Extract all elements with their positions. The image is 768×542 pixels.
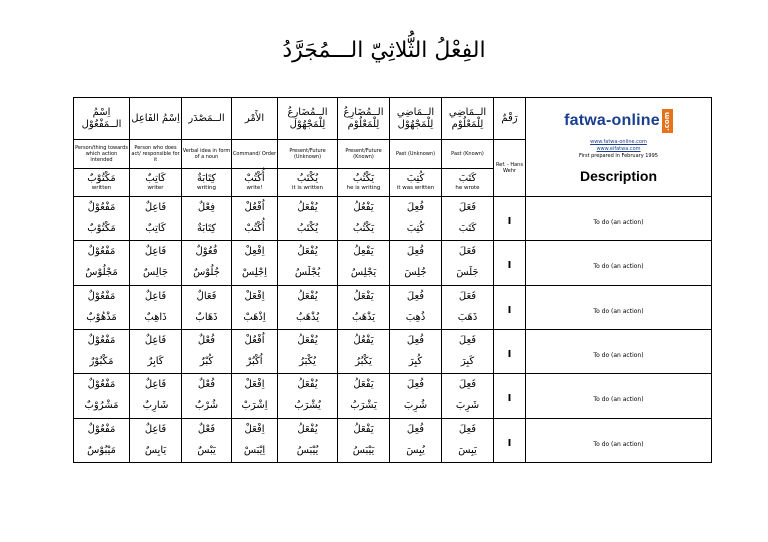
pattern-word: فَاعِلٌ	[144, 290, 167, 302]
conjugated-word: كُتِبَ	[406, 222, 425, 234]
meaning-text: To do (an action)	[593, 307, 644, 315]
conjugated-word: كَاتِبٌ	[145, 222, 166, 234]
column-header-stack	[182, 140, 231, 195]
column-sample-word: كُتِبَ	[406, 172, 425, 184]
column-header-arabic	[442, 98, 494, 140]
verb-form-cell	[74, 241, 130, 285]
conjugated-word: مَذْهُوْبٌ	[86, 311, 117, 323]
pattern-word: اِفْعَلْ	[244, 423, 265, 435]
verb-form-cell	[338, 285, 390, 329]
pattern-word: مَفْعُوْلٌ	[87, 423, 116, 435]
pattern-word: يُفْعَلُ	[297, 423, 318, 435]
verb-form-cell	[130, 418, 182, 462]
conjugated-word: جَالِسٌ	[142, 267, 169, 279]
column-header-arabic	[232, 98, 278, 140]
conjugated-word: جَلَسَ	[456, 267, 479, 279]
ref-number: I	[507, 393, 512, 405]
verb-form-cell	[74, 285, 130, 329]
column-description: Person/thing towards which action intended	[75, 144, 128, 163]
column-sample-gloss: write!	[246, 184, 263, 191]
ref-cell	[494, 196, 526, 240]
ref-cell	[494, 241, 526, 285]
column-sample-box	[130, 168, 181, 196]
column-description-box	[74, 140, 129, 167]
column-description: Person who does act/ responsible for it	[131, 144, 180, 163]
pattern-word: يَفْعِلُ	[353, 246, 374, 258]
verb-conjugation-table	[73, 97, 712, 463]
verb-form-cell	[182, 329, 232, 373]
ref-number: I	[507, 349, 512, 361]
column-sample-word: يَكْتُبُ	[352, 172, 375, 184]
logo-suffix-badge	[662, 109, 673, 133]
header-row-arabic	[74, 98, 712, 140]
conjugated-word: يُشْرَبُ	[294, 400, 321, 412]
conjugated-word: يَجْلِسُ	[350, 267, 377, 279]
ref-number: I	[507, 304, 512, 316]
ref-cell	[494, 329, 526, 373]
meaning-text: To do (an action)	[593, 440, 644, 448]
conjugated-word: اُكْبُرْ	[246, 356, 263, 368]
ref-cell	[494, 374, 526, 418]
verb-form-cell	[338, 329, 390, 373]
conjugated-word: اِجْلِسْ	[241, 267, 268, 279]
column-header-arabic	[390, 98, 442, 140]
column-header-english	[232, 140, 278, 196]
verb-form-cell	[442, 285, 494, 329]
conjugated-word: ذَهَابٌ	[195, 311, 218, 323]
column-description-box	[442, 140, 493, 167]
table-row	[74, 374, 712, 418]
ref-cell	[494, 418, 526, 462]
column-header-arabic	[338, 98, 390, 140]
column-sample-box	[232, 168, 277, 196]
table-row	[74, 285, 712, 329]
conjugated-word: اِيْبَسْ	[243, 444, 266, 456]
column-header-stack	[442, 140, 493, 195]
verb-form-cell	[182, 285, 232, 329]
column-description-box	[232, 140, 277, 167]
logo-text: fatwa-online	[564, 112, 660, 130]
pattern-word: يَفْعُلُ	[353, 335, 374, 347]
conjugated-word: شُرْبٌ	[194, 400, 219, 412]
pattern-word: اِفْعَلْ	[244, 379, 265, 391]
fatwa-online-logo	[564, 109, 673, 133]
conjugated-word: اِذْهَبْ	[243, 311, 266, 323]
verb-form-cell	[390, 329, 442, 373]
conjugated-word: شُرِبَ	[403, 400, 428, 412]
pattern-word: فَاعِلٌ	[144, 201, 167, 213]
column-sample-word: كَاتِبٌ	[145, 172, 166, 184]
website-link-fatwa-online[interactable]: www.fatwa-online.com	[590, 139, 647, 146]
column-header-english	[182, 140, 232, 196]
ref-header-arabic	[494, 98, 526, 140]
description-cell	[526, 418, 712, 462]
pattern-word: فَعَالٌ	[196, 290, 217, 302]
pattern-word: فُعِلَ	[406, 246, 425, 258]
meaning-text: To do (an action)	[593, 352, 644, 360]
column-sample-gloss: writer	[147, 184, 164, 191]
ref-title-arabic: رَقْمٌ	[501, 112, 518, 124]
column-sample-box	[442, 168, 493, 196]
pattern-word: يُفْعَلُ	[297, 290, 318, 302]
column-header-stack	[338, 140, 389, 195]
verb-form-cell	[278, 374, 338, 418]
brand-box	[526, 98, 711, 196]
pattern-word: اُفْعُلْ	[244, 335, 265, 347]
conjugated-word: يَكْبُرُ	[355, 356, 372, 368]
pattern-word: مَفْعُوْلٌ	[87, 290, 116, 302]
pattern-word: فُعْلٌ	[197, 379, 216, 391]
pattern-word: يَفْعَلُ	[353, 379, 374, 391]
verb-form-cell	[130, 196, 182, 240]
prepared-date: First prepared in February 1995	[579, 153, 658, 160]
verb-form-cell	[74, 418, 130, 462]
verb-form-cell	[182, 374, 232, 418]
verb-form-cell	[130, 241, 182, 285]
pattern-word: يَفْعُلُ	[353, 201, 374, 213]
meaning-text: To do (an action)	[593, 263, 644, 271]
verb-form-cell	[338, 196, 390, 240]
column-description-box	[338, 140, 389, 167]
verb-form-cell	[130, 374, 182, 418]
ref-cell	[494, 285, 526, 329]
pattern-word: فَعْلٌ	[197, 423, 216, 435]
column-header-stack	[232, 140, 277, 195]
verb-form-cell	[442, 329, 494, 373]
pattern-word: مَفْعُوْلٌ	[87, 335, 116, 347]
verb-form-cell	[278, 285, 338, 329]
column-sample-gloss: he wrote	[455, 184, 480, 191]
table-row	[74, 196, 712, 240]
column-description-box	[130, 140, 181, 167]
column-sample-box	[182, 168, 231, 196]
pattern-word: يُفْعَلُ	[297, 335, 318, 347]
pattern-word: يَفْعَلُ	[353, 290, 374, 302]
column-sample-word: أُكْتُبْ	[244, 172, 265, 184]
conjugated-word: جُلُوْسٌ	[193, 267, 220, 279]
verb-form-cell	[74, 329, 130, 373]
verb-form-cell	[390, 196, 442, 240]
verb-form-cell	[182, 196, 232, 240]
conjugated-word: كَتَبَ	[458, 222, 477, 234]
conjugated-word: يَذْهَبُ	[351, 311, 376, 323]
column-title-arabic: الــمُضَارِعُ لِلْمَجْهُوْل	[287, 106, 328, 130]
conjugated-word: ذُهِبَ	[405, 311, 426, 323]
table-row	[74, 418, 712, 462]
conjugated-word: مَكْتُوْبٌ	[87, 222, 116, 234]
verb-form-cell	[130, 329, 182, 373]
meaning-text: To do (an action)	[593, 396, 644, 404]
column-title-arabic: الــمَاضِي لِلْمَجْهُوْل	[396, 106, 435, 130]
conjugated-word: ذَاهِبٌ	[144, 311, 167, 323]
verb-form-cell	[390, 374, 442, 418]
pattern-word: فَعِلَ	[458, 423, 477, 435]
column-sample-box	[338, 168, 389, 196]
verb-form-cell	[278, 196, 338, 240]
website-link-eifatwa[interactable]: www.eifatwa.com	[596, 146, 641, 153]
verb-form-cell	[390, 285, 442, 329]
column-header-stack	[390, 140, 441, 195]
table-row	[74, 241, 712, 285]
description-cell	[526, 285, 712, 329]
verb-form-cell	[232, 241, 278, 285]
pattern-word: فُعُوْلٌ	[195, 246, 218, 258]
conjugated-word: كُبْرٌ	[199, 356, 214, 368]
column-description-box	[278, 140, 337, 167]
description-cell	[526, 329, 712, 373]
logo-suffix: .com	[663, 111, 672, 131]
verb-form-cell	[278, 241, 338, 285]
verb-form-cell	[232, 418, 278, 462]
column-title-arabic: الــمَصْدَر	[188, 112, 225, 124]
ref-number: I	[507, 260, 512, 272]
verb-form-cell	[232, 374, 278, 418]
conjugated-word: يُذْهَبُ	[295, 311, 320, 323]
description-heading: Description	[579, 168, 657, 185]
pattern-word: فَعَلَ	[458, 290, 477, 302]
column-sample-box	[74, 168, 129, 196]
pattern-word: اِفْعَلْ	[244, 290, 265, 302]
pattern-word: فُعْلٌ	[197, 335, 216, 347]
conjugated-word: مَكْبُوْرٌ	[89, 356, 114, 368]
column-header-arabic	[182, 98, 232, 140]
pattern-word: يُفْعَلُ	[297, 246, 318, 258]
pattern-word: يَفْعَلُ	[353, 423, 374, 435]
conjugated-word: كُبِرَ	[408, 356, 423, 368]
column-header-arabic	[74, 98, 130, 140]
table-row	[74, 329, 712, 373]
column-header-english	[442, 140, 494, 196]
conjugated-word: مَشْرُوْبٌ	[84, 400, 119, 412]
column-sample-gloss: written	[91, 184, 112, 191]
verb-form-cell	[74, 374, 130, 418]
column-description-box	[390, 140, 441, 167]
verb-form-cell	[182, 241, 232, 285]
pattern-word: فُعِلَ	[406, 335, 425, 347]
pattern-word: فُعِلَ	[406, 290, 425, 302]
column-header-arabic	[278, 98, 338, 140]
verb-form-cell	[390, 418, 442, 462]
column-sample-gloss: it is written	[291, 184, 324, 191]
conjugated-word: مَجْلُوْسٌ	[85, 267, 118, 279]
pattern-word: مَفْعُوْلٌ	[87, 379, 116, 391]
column-header-arabic	[130, 98, 182, 140]
ref-number: I	[507, 215, 512, 227]
pattern-word: فَعَلَ	[458, 201, 477, 213]
conjugated-word: أُكْتُبْ	[244, 222, 265, 234]
column-sample-gloss: it was written	[396, 184, 435, 191]
conjugated-word: مَيْبُوْسٌ	[87, 444, 116, 456]
meaning-text: To do (an action)	[593, 218, 644, 226]
conjugated-word: جُلِسَ	[404, 267, 427, 279]
verb-form-cell	[338, 418, 390, 462]
conjugated-word: ذَهَبَ	[457, 311, 478, 323]
column-header-stack	[278, 140, 337, 195]
column-sample-word: مَكْتُوْبٌ	[87, 172, 116, 184]
conjugated-word: كِتَابَةٌ	[197, 222, 216, 234]
conjugated-word: كَابِرٌ	[147, 356, 164, 368]
column-header-english	[130, 140, 182, 196]
column-header-stack	[74, 140, 129, 195]
conjugated-word: شَرِبَ	[455, 400, 480, 412]
column-header-english	[338, 140, 390, 196]
conjugated-word: يَبْسٌ	[197, 444, 216, 456]
column-sample-gloss: he is writing	[346, 184, 381, 191]
brand-panel	[526, 98, 712, 197]
pattern-word: فُعِلَ	[406, 379, 425, 391]
ref-header-english	[494, 140, 526, 196]
column-header-english	[278, 140, 338, 196]
conjugated-word: يُبِسَ	[406, 444, 425, 456]
verb-form-cell	[442, 241, 494, 285]
conjugated-word: يُيْبَسُ	[296, 444, 319, 456]
pattern-word: فَاعِلٌ	[144, 335, 167, 347]
column-header-english	[74, 140, 130, 196]
pattern-word: فَاعِلٌ	[144, 423, 167, 435]
verb-form-cell	[278, 329, 338, 373]
column-title-arabic: الأَمْر	[244, 112, 265, 124]
conjugated-word: يَيْبَسُ	[352, 444, 375, 456]
column-description: Verbal idea in form of a noun	[182, 147, 231, 160]
column-sample-box	[390, 168, 441, 196]
verb-form-cell	[338, 241, 390, 285]
pattern-word: يُفْعَلُ	[297, 379, 318, 391]
pattern-word: مَفْعُوْلٌ	[87, 246, 116, 258]
pattern-word: فُعِلَ	[406, 423, 425, 435]
verb-form-cell	[442, 418, 494, 462]
pattern-word: مَفْعُوْلٌ	[87, 201, 116, 213]
pattern-word: فَعِلَ	[458, 379, 477, 391]
column-sample-box	[278, 168, 337, 196]
column-description: Present/Future (Unknown)	[289, 147, 326, 160]
verb-form-cell	[442, 374, 494, 418]
column-sample-word: يُكْتَبُ	[296, 172, 319, 184]
description-cell	[526, 196, 712, 240]
conjugated-word: يُجْلَسُ	[294, 267, 321, 279]
column-title-arabic: اِسْمُ الــمَفْعُوْل	[81, 106, 122, 130]
verb-form-cell	[390, 241, 442, 285]
verb-form-cell	[278, 418, 338, 462]
pattern-word: فَعَلَ	[458, 246, 477, 258]
conjugated-word: يَبِسَ	[458, 444, 477, 456]
column-title-arabic: الــمَاضِي لِلْمَعْلُوْم	[448, 106, 487, 130]
conjugated-word: شَارِبٌ	[142, 400, 169, 412]
description-cell	[526, 374, 712, 418]
conjugated-word: يُكْتَبُ	[296, 222, 319, 234]
verb-form-cell	[74, 196, 130, 240]
column-description: Present/Future (Known)	[345, 147, 382, 160]
column-description: Past (Unknown)	[395, 150, 436, 157]
conjugated-word: يَشْرَبُ	[350, 400, 377, 412]
ref-description: Ref. - Hans Wehr	[496, 162, 523, 175]
pattern-word: فَاعِلٌ	[144, 246, 167, 258]
column-description: Command/ Order	[232, 150, 277, 157]
conjugated-word: يَكْتُبُ	[352, 222, 375, 234]
column-sample-gloss: writing	[197, 184, 216, 191]
pattern-word: فِعْلٌ	[197, 201, 216, 213]
pattern-word: فُعِلَ	[406, 201, 425, 213]
column-sample-word: كَتَبَ	[458, 172, 477, 184]
verb-form-cell	[442, 196, 494, 240]
verb-form-cell	[338, 374, 390, 418]
column-title-arabic: اِسْمُ الفَاعِل	[131, 112, 180, 124]
column-description-box	[182, 140, 231, 167]
verb-form-cell	[182, 418, 232, 462]
pattern-word: فَعِلَ	[458, 335, 477, 347]
conjugated-word: يُكْبَرُ	[299, 356, 316, 368]
pattern-word: اِفْعِلْ	[244, 246, 265, 258]
conjugated-word: اِشْرَبْ	[241, 400, 268, 412]
pattern-word: اُفْعُلْ	[244, 201, 265, 213]
verb-form-cell	[232, 285, 278, 329]
ref-number: I	[507, 437, 512, 449]
verb-form-cell	[232, 196, 278, 240]
description-cell	[526, 241, 712, 285]
column-sample-word: كِتَابَةٌ	[197, 172, 216, 184]
page-title: الفِعْلُ الثُّلاثِيّ الـــمُجَرَّدُ	[282, 38, 486, 63]
column-header-stack	[130, 140, 181, 195]
verb-form-cell	[232, 329, 278, 373]
column-header-english	[390, 140, 442, 196]
column-title-arabic: الــمُضَارِعُ لِلْمَعْلُوْم	[343, 106, 384, 130]
conjugated-word: كَبِرَ	[460, 356, 475, 368]
pattern-word: يُفْعَلُ	[297, 201, 318, 213]
pattern-word: فَاعِلٌ	[144, 379, 167, 391]
conjugated-word: يَابِسٌ	[144, 444, 167, 456]
column-description: Past (Known)	[451, 150, 484, 157]
verb-form-cell	[130, 285, 182, 329]
